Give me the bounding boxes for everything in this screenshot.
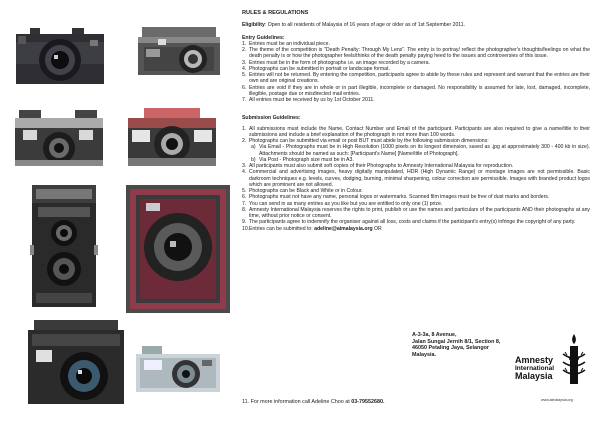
list-text: The participants agree to indemnify the organiser against all loss, costs and claims if the participant's entry(s) infringe the copyright of any party. <box>249 219 576 226</box>
list-number: 2. <box>242 47 247 53</box>
list-text: Entries are void if they are in whole or in part illegible, incomplete or damaged. No responsibility is assumed for late, lost, damaged, incomplete, illegible, postage due or misdirected mail entries. <box>249 84 590 97</box>
pixel-camera-8-illustration <box>136 346 220 396</box>
list-number: 3. <box>242 59 247 66</box>
list-text: Photographs can be Black and White or in Colour. <box>249 188 363 194</box>
list-text: Entries must be in the form of photographs i.e. an image recorded by a camera. <box>249 59 430 66</box>
list-number: 1. <box>242 125 247 132</box>
list-number: 1. <box>242 40 247 47</box>
list-number: 7. <box>242 97 247 103</box>
list-text: Entries will not be returned. By entering the competition, participants agree to abide by these rules and represent and warrant that the entries are their own and are original creations. <box>249 72 590 85</box>
list-text: All entries must be received by us by 1st October 2011. <box>249 97 375 103</box>
list-text: Entries must be an individual piece. <box>249 40 330 47</box>
logo-line-3: Malaysia <box>515 371 553 381</box>
list-text: Commercial and advertising images, heavy digitally manipulated, HDR (High Dynamic Range) or montage images are not permissible. Basic darkroom techniques e.g. levels, curves, dodging, burning, minimal sharpening, colour correction are permissible. Images with branded product logos which are prominent are not allowed. <box>249 169 590 188</box>
list-text: Photographs can be submitted via email or post BUT must abide by the following submission dimensions: <box>249 138 489 144</box>
sub-list-item <box>242 144 590 157</box>
list-number: 9. <box>242 219 247 226</box>
page-title: RULES & REGULATIONS <box>242 10 309 16</box>
sub-list-letter: b) <box>251 156 256 163</box>
submit-suffix: OR <box>372 225 382 232</box>
list-number: 5. <box>242 72 247 78</box>
list-number: 8. <box>242 206 247 213</box>
list-item <box>242 72 590 85</box>
list-text: All participants must also submit soft copies of their Photographs to Amnesty International Malaysia for reproduction. <box>249 163 514 169</box>
pixel-camera-5-illustration <box>30 185 98 311</box>
rules-text-block <box>242 10 590 232</box>
submission-guidelines-heading: Submission Guidelines: <box>242 115 301 122</box>
address-line: Malaysia. <box>412 351 436 358</box>
list-text: Amnesty International Malaysia reserves the rights to print, publish or use the names and particulars of the participants AND their photographs at any time, without prior notice or consent. <box>249 206 590 219</box>
list-item <box>242 169 590 188</box>
eligibility-text: : Open to all residents of Malaysia of 16 years of age or older as of 1st September 2011. <box>264 22 466 29</box>
list-number: 10. <box>242 225 250 232</box>
sub-list-letter: a) <box>251 144 256 151</box>
list-item <box>242 126 590 139</box>
list-number: 6. <box>242 194 247 201</box>
eligibility-label: Eligibility <box>242 22 265 29</box>
list-item <box>242 85 590 98</box>
pixel-camera-7-illustration <box>28 320 124 408</box>
postal-address <box>412 332 500 358</box>
list-text <box>249 226 590 232</box>
list-number: 4. <box>242 65 247 72</box>
list-item <box>242 226 590 232</box>
logo-url[interactable]: www.aimalaysia.org <box>541 398 573 402</box>
pixel-camera-4-illustration <box>128 108 216 170</box>
list-number: 4. <box>242 169 247 176</box>
list-text: All submissions must include the Name, Contact Number and Email of the participant. Participants are also required to give a name/title to their submissions and include a brief explanation of the photograph in not more than 100 words. <box>249 125 590 138</box>
amnesty-logo <box>515 332 595 412</box>
pixel-camera-2-illustration <box>138 27 220 79</box>
pixel-camera-3-illustration <box>15 110 103 172</box>
list-item <box>242 97 590 103</box>
contact-prefix: 11. For more information call Adeline Choo at <box>242 399 352 405</box>
submit-prefix: Entries can be submitted to: <box>249 225 315 232</box>
list-number: 3. <box>242 163 247 169</box>
address-line: Jalan Sungai Jernih 8/1, Section 8, <box>412 338 501 345</box>
logo-line-2: International <box>515 365 555 372</box>
address-line: 46050 Petaling Jaya, Selangor <box>412 345 490 352</box>
list-item <box>242 207 590 220</box>
list-text: Photographs must not have any name, personal logos or watermarks. Scanned film images must be free of dust marks and borders. <box>249 194 550 201</box>
list-number: 6. <box>242 84 247 91</box>
submission-email-link[interactable]: adeline@aimalaysia.org <box>314 225 373 232</box>
contact-phone[interactable]: 03-79552680. <box>351 399 385 405</box>
candle-barbed-wire-icon <box>561 332 587 392</box>
pixel-camera-6-illustration <box>126 185 230 313</box>
list-number: 2. <box>242 138 247 144</box>
contact-line <box>242 399 385 405</box>
list-number: 7. <box>242 200 247 207</box>
sub-list-text: Via Email - Photographs must be in High Resolution (1000 pixels on its longest dimension, saved as .jpg at approximately 300 - 400 kb in size). Attachments should be named as such: [Participant's Name] [Name/title of Photograph]. <box>259 144 590 157</box>
list-text: Photographs can be submitted in portrait or landscape format. <box>249 65 390 72</box>
pixel-camera-1-illustration <box>14 28 106 90</box>
logo-line-1: Amnesty <box>515 355 554 365</box>
list-item <box>242 47 590 60</box>
list-text: The theme of the competition is "Death Penalty: Through My Lens". The entry is to portray/ reflect the photographer's thoughts/feelings on what the death penalty is or how the photographer feels/thinks of the death penalty paying heed to the issues and controversies of this issue. <box>249 47 590 60</box>
sub-list-text: Via Post - Photograph size must be in A3. <box>259 156 354 163</box>
list-number: 5. <box>242 188 247 194</box>
list-text: You can send in as many entries as you like but you are entitled to only one (1) prize. <box>249 200 443 207</box>
address-line: A-3-3a, 8 Avenue, <box>412 332 457 338</box>
entry-guidelines-heading: Entry Guidelines: <box>242 34 285 41</box>
